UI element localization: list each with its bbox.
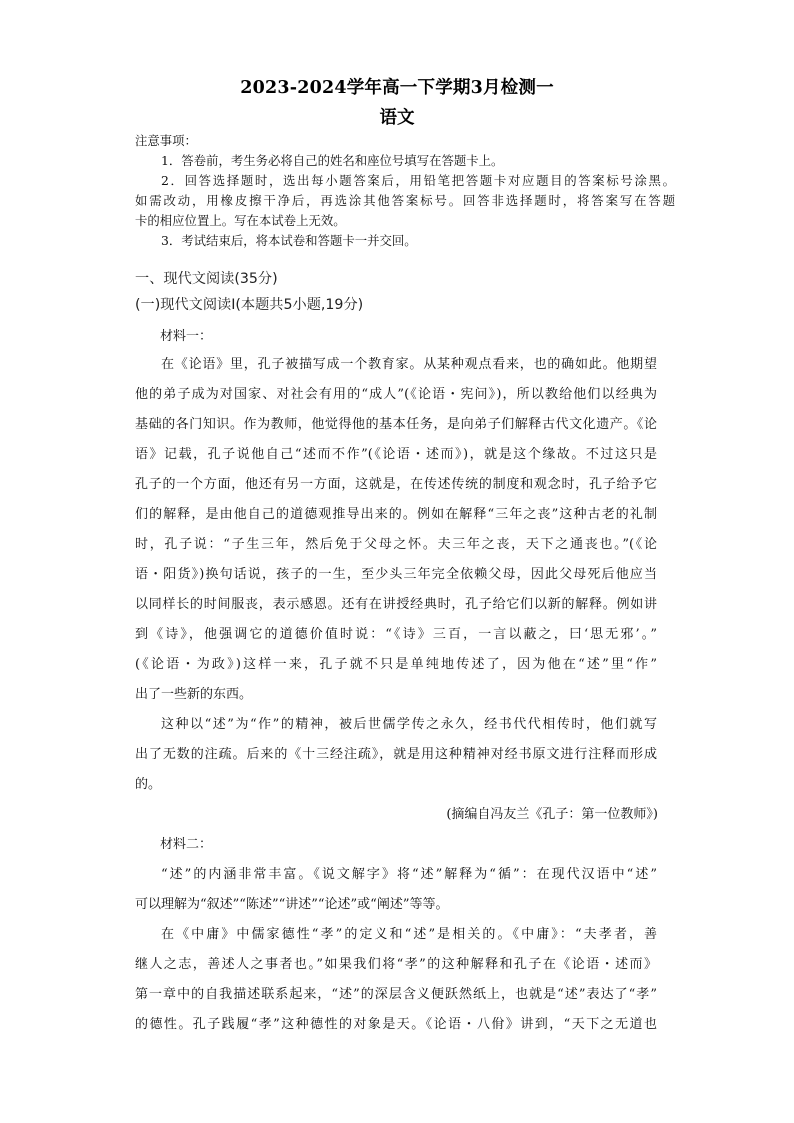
material-1-line: 出了一些新的东西。	[135, 687, 253, 702]
subsection-heading: (一)现代文阅读Ⅰ(本题共5小题,19分)	[135, 297, 364, 313]
material-2-para2-line: 在《中庸》中儒家德性“孝”的定义和“述”是相关的。《中庸》：“夫孝者，善	[161, 927, 657, 942]
material-2-label: 材料二：	[160, 837, 213, 852]
section-heading: 一、现代文阅读(35分)	[135, 271, 278, 287]
material-1-line: 他的弟子成为对国家、对社会有用的“成人”(《论语・宪问》)，所以教给他们以经典为	[135, 387, 657, 402]
notice-item-2-line-1: 2．回答选择题时，选出每小题答案后，用铅笔把答题卡对应题目的答案标号涂黑。	[161, 173, 675, 188]
notice-item-2-line-2: 如需改动，用橡皮擦干净后，再选涂其他答案标号。回答非选择题时，将答案写在答题	[135, 193, 675, 208]
material-1-line: 孔子的一个方面，他还有另一方面，这就是，在传述传统的制度和观念时，孔子给予它	[135, 477, 657, 492]
material-2-para2-line: 第一章中的自我描述联系起来，“述”的深层含义便跃然纸上，也就是“述”表达了“孝”	[135, 987, 657, 1002]
material-1-line: 以同样长的时间服丧，表示感恩。还有在讲授经典时，孔子给它们以新的解释。例如讲	[135, 597, 657, 612]
material-1-para2-line: 的。	[135, 777, 162, 792]
notice-item-2-line-3: 卡的相应位置上。写在本试卷上无效。	[135, 213, 346, 228]
notice-item-1: 1．答卷前，考生务必将自己的姓名和座位号填写在答题卡上。	[161, 153, 504, 168]
material-1-line: (《论语・为政》)这样一来，孔子就不只是单纯地传述了，因为他在“述”里“作”	[135, 657, 657, 672]
notice-item-3: 3．考试结束后，将本试卷和答题卡一并交回。	[161, 233, 417, 248]
material-1-line: 在《论语》里，孔子被描写成一个教育家。从某种观点看来，也的确如此。他期望	[161, 357, 657, 372]
exam-title: 2023-2024学年高一下学期3月检测一	[240, 78, 554, 98]
material-2-line: “述”的内涵非常丰富。《说文解字》将“述”解释为“循”：在现代汉语中“述”	[161, 867, 657, 882]
material-1-line: 时，孔子说：“子生三年，然后免于父母之怀。夫三年之丧，天下之通丧也。”(《论	[135, 537, 657, 552]
material-1-para2-line: 出了无数的注疏。后来的《十三经注疏》，就是用这种精神对经书原文进行注释而形成	[135, 747, 657, 762]
material-2-line: 可以理解为“叙述”“陈述”“讲述”“论述”或“阐述”等等。	[135, 897, 449, 912]
material-1-line: 语・阳货》)换句话说，孩子的一生，至少头三年完全依赖父母，因此父母死后他应当	[135, 567, 657, 582]
material-1-source: (摘编自冯友兰《孔子：第一位教师》)	[446, 807, 658, 822]
subject-title: 语文	[379, 108, 415, 128]
material-1-line: 们的解释，是由他自己的道德观推导出来的。例如在解释“三年之丧”这种古老的礼制	[135, 507, 657, 522]
material-1-para2-line: 这种以“述”为“作”的精神，被后世儒学传之永久，经书代代相传时，他们就写	[161, 717, 657, 732]
material-1-line: 到《诗》，他强调它的道德价值时说：“《诗》三百，一言以蔽之，曰‘思无邪’。”	[135, 627, 657, 642]
material-1-label: 材料一：	[160, 329, 213, 344]
material-1-line: 语》记载，孔子说他自己“述而不作”(《论语・述而》)，就是这个缘故。不过这只是	[135, 447, 657, 462]
notice-heading: 注意事项：	[135, 133, 197, 148]
material-2-para2-line: 继人之志，善述人之事者也。”如果我们将“孝”的这种解释和孔子在《论语・述而》	[135, 957, 657, 972]
material-1-line: 基础的各门知识。作为教师，他觉得他的基本任务，是向弟子们解释古代文化遗产。《论	[135, 417, 657, 432]
material-2-para2-line: 的德性。孔子践履“孝”这种德性的对象是天。《论语・八佾》讲到，“天下之无道也	[135, 1017, 657, 1032]
